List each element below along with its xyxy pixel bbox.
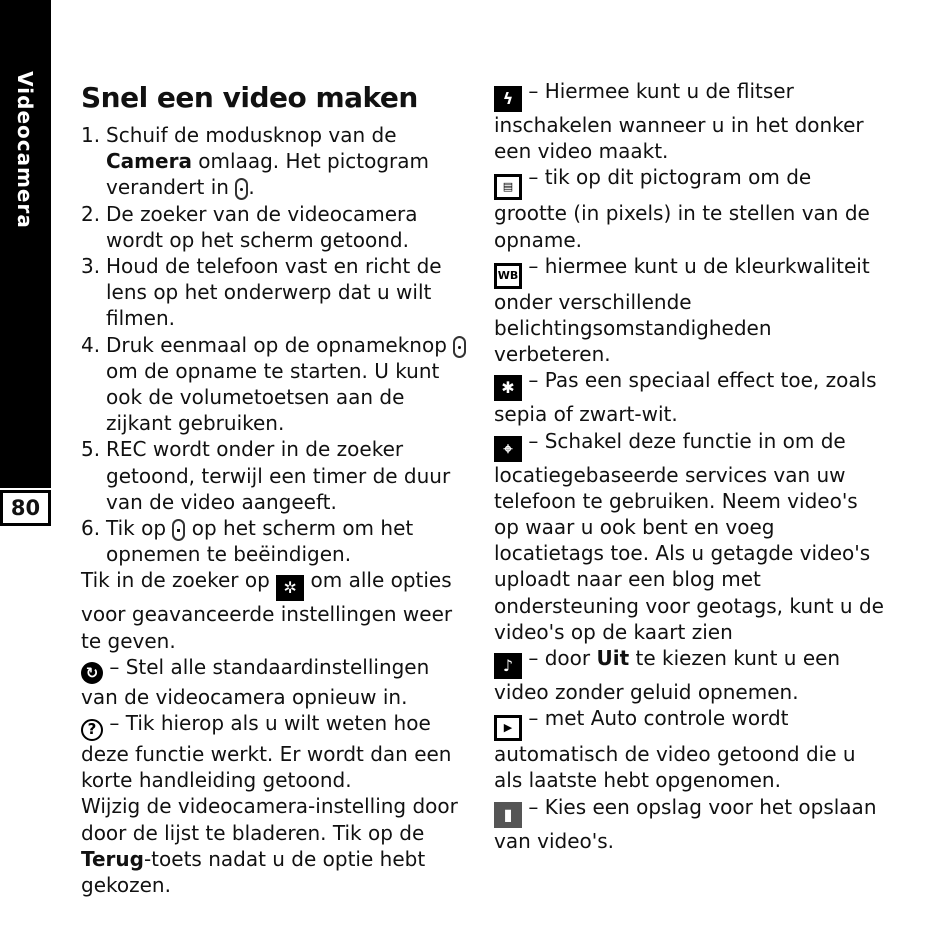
size-icon: ▤ xyxy=(494,174,522,200)
video-mode-icon xyxy=(235,178,248,200)
side-tab xyxy=(0,0,51,488)
list-item xyxy=(81,122,471,201)
step-text: Tik op xyxy=(106,516,173,541)
steps-list xyxy=(81,122,471,567)
white-balance-paragraph xyxy=(494,253,884,368)
page-title: Snel een video maken xyxy=(81,81,418,114)
step-text: De zoeker van de videocamera wordt op het scherm getoond. xyxy=(106,201,418,252)
settings-intro-text: om alle opties voor geavanceerde instellingen weer te geven. xyxy=(81,568,453,653)
step-text: Schuif de modusknop van de xyxy=(106,123,397,147)
palette-icon: ✱ xyxy=(494,375,522,401)
step-number: 6. xyxy=(81,516,101,541)
help-text: – Tik hierop als u wilt weten hoe deze functie werkt. Er wordt dan een korte handleiding getoond. xyxy=(81,711,452,793)
page-number: 80 xyxy=(0,490,51,526)
microphone-text: – door xyxy=(522,646,597,671)
step-number: 1. xyxy=(81,123,101,147)
step-text: omlaag. Het pictogram verandert in xyxy=(106,149,430,200)
auto-review-text: – met Auto controle wordt automatisch de video getoond die u als laatste hebt opgenomen. xyxy=(494,706,856,793)
list-item xyxy=(81,436,471,515)
reset-text: – Stel alle standaardinstellingen van de videocamera opnieuw in. xyxy=(81,654,430,709)
step-text: om de opname te starten. U kunt ook de volumetoetsen aan de zijkant gebruiken. xyxy=(106,358,440,436)
right-column xyxy=(494,78,884,854)
white-balance-icon: WB xyxy=(494,263,522,289)
microphone-text: te kiezen kunt u een video zonder geluid opnemen. xyxy=(494,646,841,705)
auto-review-icon: ▶ xyxy=(494,715,522,741)
list-item xyxy=(81,515,471,567)
change-paragraph xyxy=(81,793,471,898)
microphone-icon: ♪ xyxy=(494,653,522,679)
reset-paragraph xyxy=(81,654,471,710)
step-text: Houd de telefoon vast en richt de lens op het onderwerp dat u wilt filmen. xyxy=(106,254,442,331)
storage-icon: ▮ xyxy=(494,802,522,828)
step-number: 2. xyxy=(81,201,101,226)
record-button-icon xyxy=(453,336,466,358)
step-text: Druk eenmaal op de opnameknop xyxy=(106,332,454,357)
auto-review-paragraph xyxy=(494,705,884,793)
list-item xyxy=(81,332,471,437)
help-paragraph xyxy=(81,710,471,793)
step-number: 3. xyxy=(81,254,101,279)
step-text: . xyxy=(248,175,255,200)
step-text: REC wordt onder in de zoeker getoond, terwijl een timer de duur van de video aangeeft. xyxy=(106,437,451,514)
storage-paragraph xyxy=(494,794,884,854)
flash-paragraph xyxy=(494,78,884,164)
effect-paragraph xyxy=(494,367,884,427)
location-icon: ⌖ xyxy=(494,436,522,462)
stop-button-icon xyxy=(172,519,185,541)
step-number: 5. xyxy=(81,437,101,462)
step-text: op het scherm om het opnemen te beëindigen. xyxy=(106,516,414,567)
storage-text: – Kies een opslag voor het opslaan van video's. xyxy=(494,794,877,853)
microphone-bold: Uit xyxy=(596,646,630,671)
size-text: – tik op dit pictogram om de grootte (in pixels) in te stellen van de opname. xyxy=(494,165,870,252)
change-bold: Terug xyxy=(81,846,144,871)
change-text: -toets nadat u de optie hebt gekozen. xyxy=(81,846,426,898)
effect-text: – Pas een speciaal effect toe, zoals sepia of zwart-wit. xyxy=(494,368,877,427)
change-text: Wijzig de videocamera-instelling door door de lijst te bladeren. Tik op de xyxy=(81,794,458,845)
left-column xyxy=(81,78,471,898)
location-text: – Schakel deze functie in om de locatiegebaseerde services van uw telefoon te gebruiken. Neem video's op waar u ook bent en voeg locatietags toe. Als u getagde video's uploadt naar een blog met ondersteuning voor geotags, kunt u de video's op de kaart zien xyxy=(494,428,884,644)
list-item xyxy=(81,253,471,332)
settings-intro xyxy=(81,567,471,653)
white-balance-text: – hiermee kunt u de kleurkwaliteit onder verschillende belichtingsomstandigheden verbeteren. xyxy=(494,253,870,367)
list-item xyxy=(81,201,471,253)
location-paragraph xyxy=(494,428,884,645)
microphone-paragraph xyxy=(494,645,884,705)
step-bold: Camera xyxy=(106,149,192,174)
step-number: 4. xyxy=(81,332,101,357)
help-icon: ? xyxy=(81,719,103,741)
side-tab-label: Videocamera xyxy=(13,71,37,229)
size-paragraph xyxy=(494,164,884,252)
flash-icon: ϟ xyxy=(494,86,522,112)
gear-icon: ✲ xyxy=(276,575,304,601)
reset-icon: ↻ xyxy=(81,662,103,684)
flash-text: – Hiermee kunt u de flitser inschakelen wanneer u in het donker een video maakt. xyxy=(494,79,864,164)
settings-intro-text: Tik in de zoeker op xyxy=(81,568,277,593)
